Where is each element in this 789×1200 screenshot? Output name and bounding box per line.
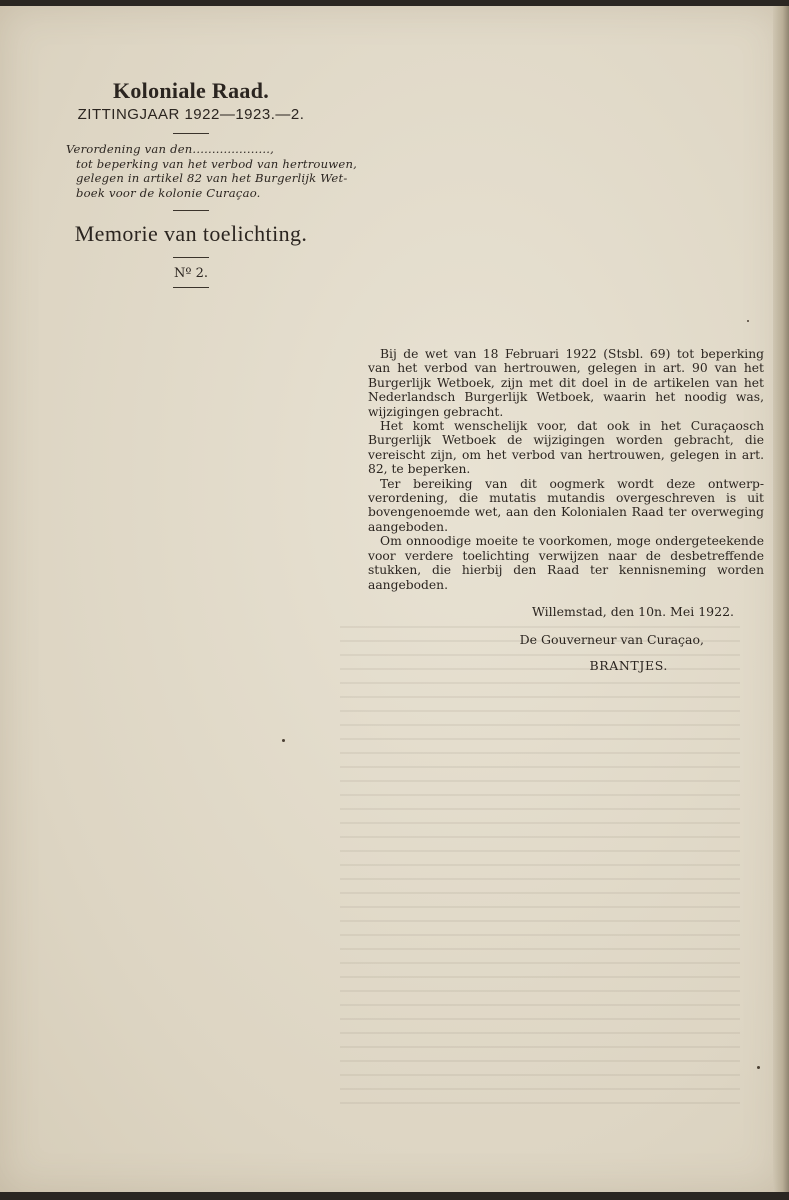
divider bbox=[173, 287, 209, 288]
body-text bbox=[368, 347, 764, 674]
page-binding-edge bbox=[773, 6, 789, 1192]
ink-speck bbox=[747, 320, 749, 322]
subject-line: Verordening van den...................., bbox=[66, 142, 275, 156]
document-number: Nº 2. bbox=[173, 266, 209, 281]
subject-line: gelegen in artikel 82 van het Burgerlijk Wet- bbox=[76, 171, 348, 185]
body-paragraph: Bij de wet van 18 Februari 1922 (Stsbl. 69) tot beperking van het verbod van hertrouwen, gelegen in art. 90 van het Burgerlijk Wetboek, zijn met dit doel in de artikelen van het Nederlandsch Burgerlijk Wetboek, waarin het noodig was, wijzigingen gebracht. bbox=[368, 347, 764, 419]
divider bbox=[173, 257, 209, 258]
ordinance-subject bbox=[66, 142, 358, 200]
ink-speck bbox=[757, 1066, 760, 1069]
ink-speck bbox=[282, 739, 285, 742]
header-block bbox=[60, 78, 358, 288]
bleed-through-texture bbox=[340, 626, 740, 1106]
signatory-title: De Gouverneur van Curaçao, bbox=[519, 631, 704, 647]
body-paragraph: Het komt wenschelijk voor, dat ook in het Curaçaosch Burgerlijk Wetboek de wijzigingen worden gebracht, die vereischt zijn, om het verbod van hertrouwen, gelegen in art. 82, te beperken. bbox=[368, 419, 764, 477]
divider bbox=[173, 133, 209, 134]
document-page bbox=[0, 6, 782, 1192]
session-line: ZITTINGJAAR 1922—1923.—2. bbox=[77, 106, 305, 123]
memorandum-heading: Memorie van toelichting. bbox=[74, 221, 308, 246]
body-paragraph: Ter bereiking van dit oogmerk wordt deze ontwerp-verordening, die mutatis mutandis overgeschreven is uit bovengenoemde wet, aan den Kolonialen Raad ter overweging aangeboden. bbox=[368, 476, 764, 534]
signatory-name: BRANTJES. bbox=[589, 657, 668, 673]
place-date: Willemstad, den 10n. Mei 1922. bbox=[532, 603, 734, 619]
subject-line: boek voor de kolonie Curaçao. bbox=[76, 185, 261, 200]
page-title: Koloniale Raad. bbox=[112, 78, 270, 103]
divider bbox=[173, 210, 209, 211]
body-paragraph: Om onnoodige moeite te voorkomen, moge ondergeteekende voor verdere toelichting verwijzen naar de desbetreffende stukken, die hierbij den Raad ter kennisneming worden aangeboden. bbox=[368, 534, 764, 592]
subject-line: tot beperking van het verbod van hertrouwen, bbox=[76, 156, 358, 171]
